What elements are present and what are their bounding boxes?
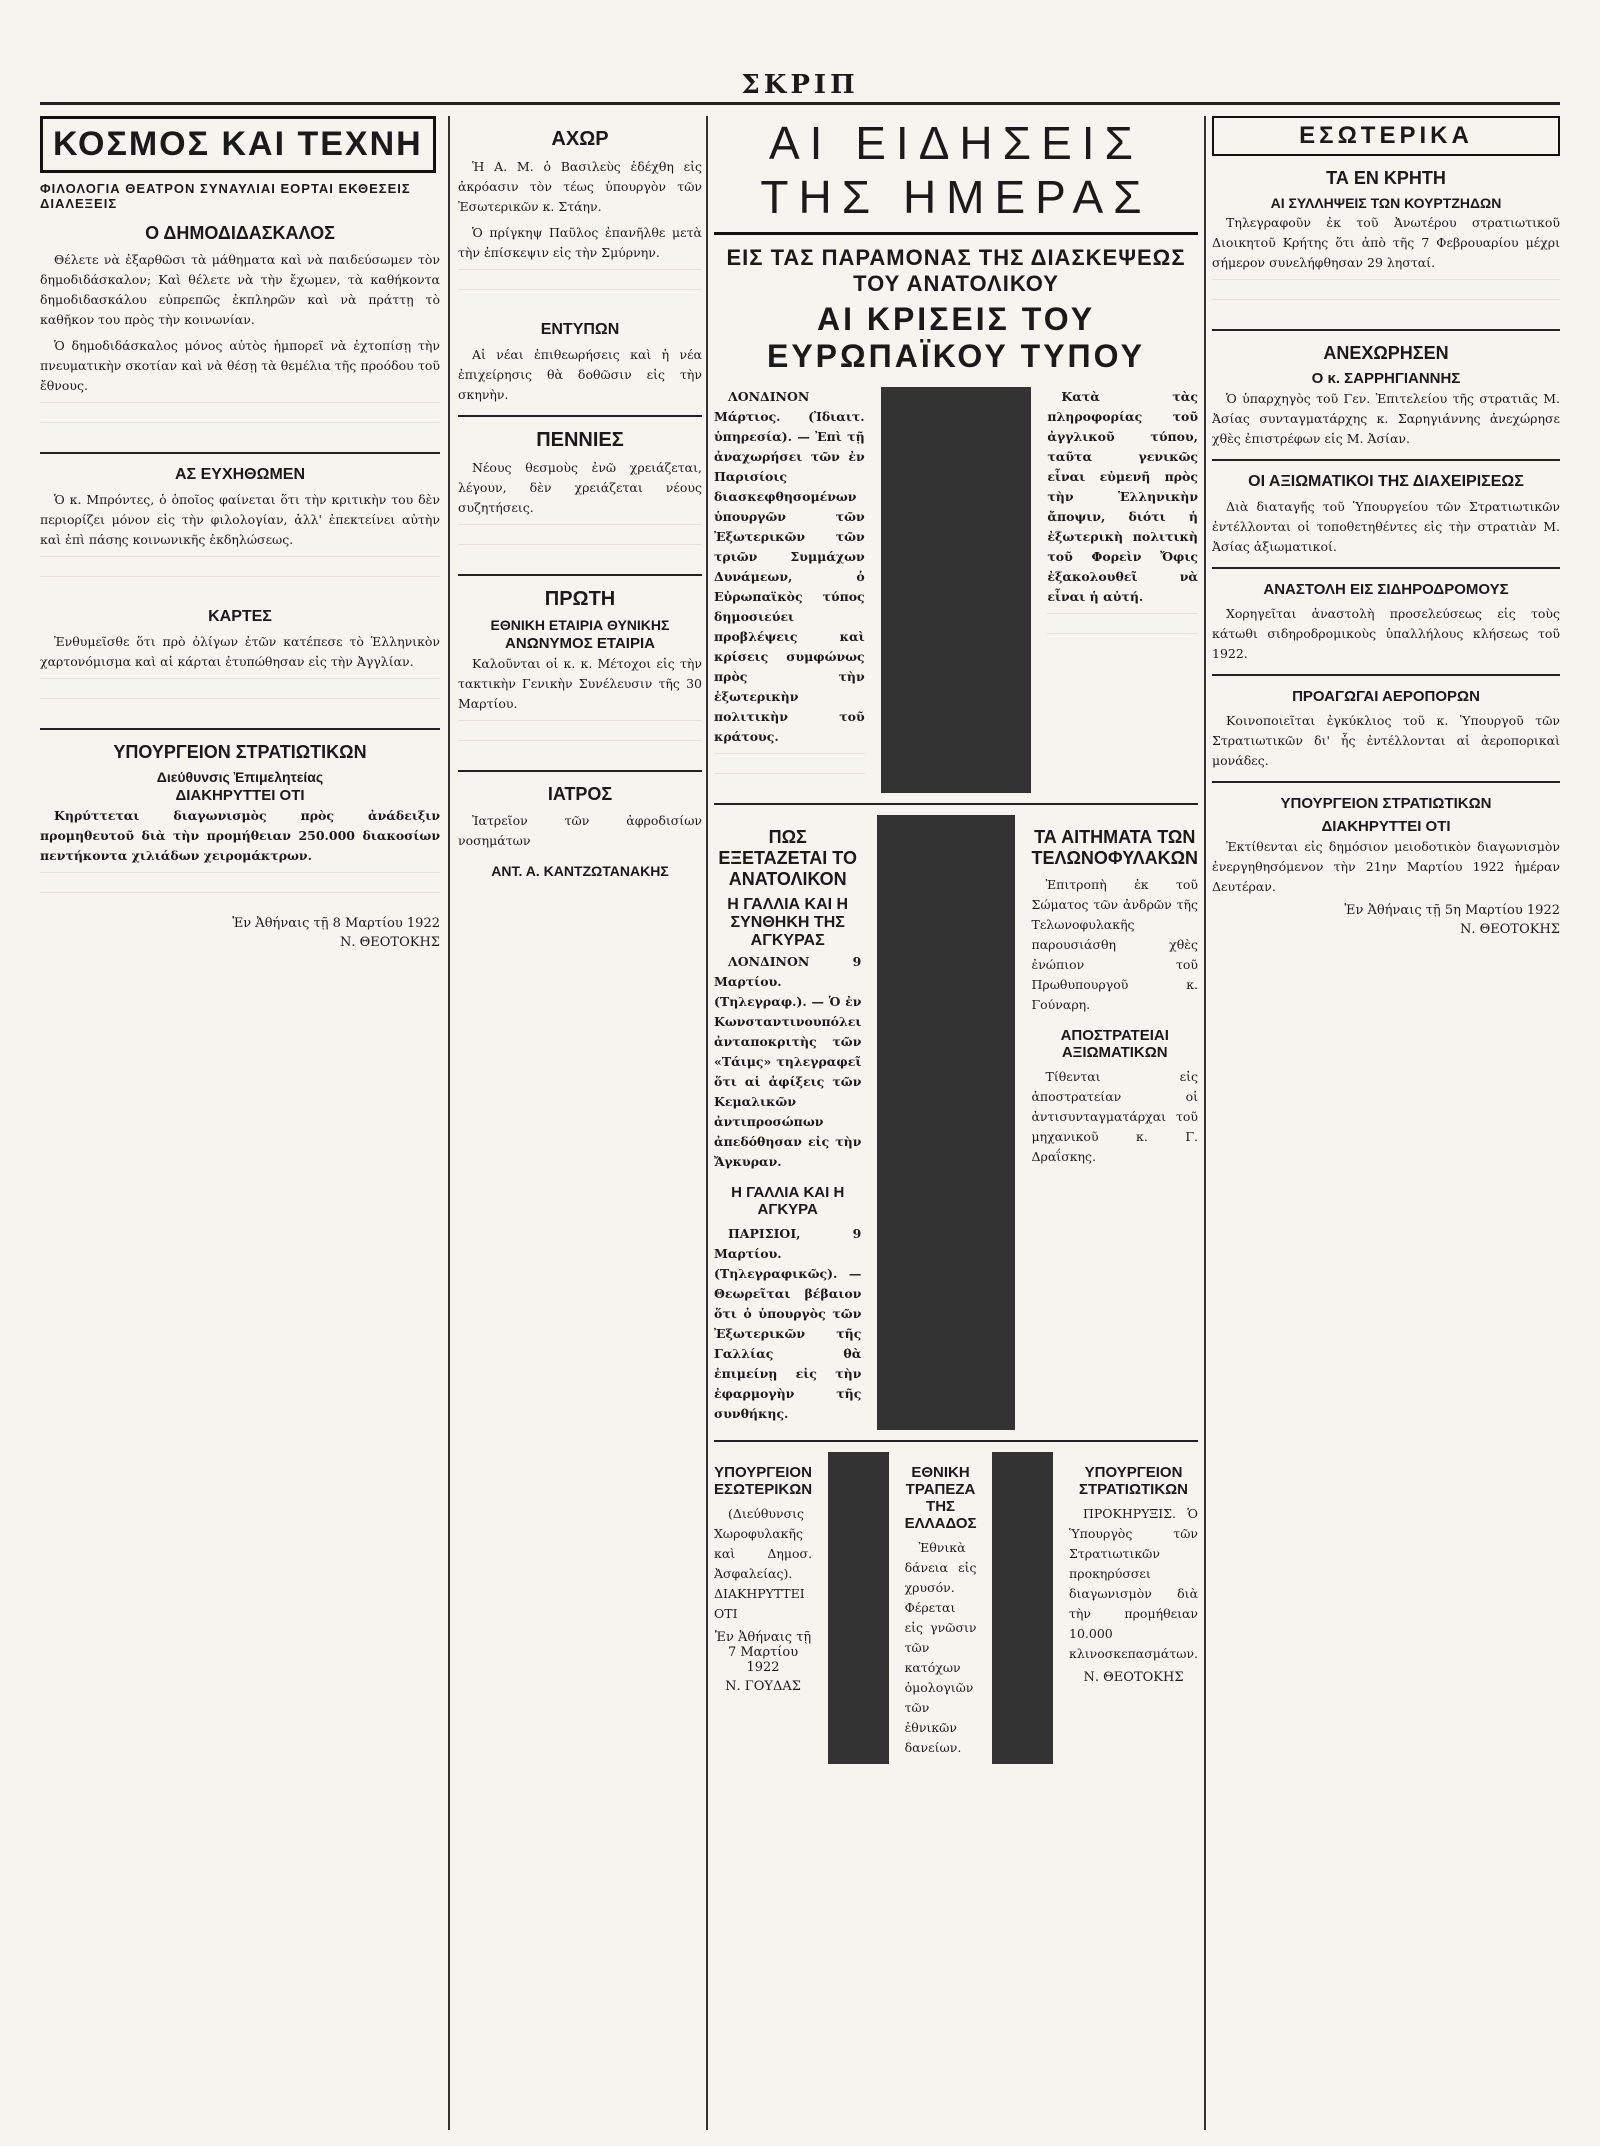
article-title: ΠΕΝΝΙΕΣ (536, 429, 624, 451)
article-text: ΠΑΡΙΣΙΟΙ, 9 Μαρτίου. (Τηλεγραφικῶς). — Θεωρεῖται βέβαιον ὅτι ὁ ὑπουργὸς τῶν Ἐξωτερικῶν τῆς Γαλλίας θὰ ἐπιμείνῃ εἰς τὴν ἐφαρμογὴν τῆς συνθήκης. (714, 1226, 862, 1421)
page-title: ΑΙ ΕΙΔΗΣΕΙΣ ΤΗΣ ΗΜΕΡΑΣ (714, 116, 1198, 235)
notice-title: ΠΡΩΤΗ (544, 588, 616, 610)
ad-text: Ἐθνικὰ δάνεια εἰς χρυσόν. Φέρεται εἰς γνῶσιν τῶν κατόχων ὁμολογιῶν τῶν ἐθνικῶν δανείων. (904, 1540, 977, 1755)
article-title: ΤΑ ΑΙΤΗΜΑΤΑ ΤΩΝ ΤΕΛΩΝΟΦΥΛΑΚΩΝ (1031, 827, 1198, 868)
article-text: Κοινοποιεῖται ἐγκύκλιος τοῦ κ. Ὑπουργοῦ τῶν Στρατιωτικῶν δι' ἧς ἐντέλλονται αἱ ἀεροπορικαὶ μονάδες. (1212, 713, 1560, 768)
ad-text: Κηρύττεται διαγωνισμὸς πρὸς ἀνάδειξιν προμηθευτοῦ διὰ τὴν προμήθειαν 250.000 διακοσίων πεντήκοντα χιλιάδων χειρομάκτρων. (40, 808, 440, 863)
article-text: Ὁ δημοδιδάσκαλος μόνος αὐτὸς ἡμπορεῖ νὰ ἐχτοπίσῃ τὴν πνευματικὴν σκοτίαν καὶ νὰ θέσῃ τὰ θεμέλια τῆς προόδου τοῦ ἔθνους. (40, 338, 440, 393)
article-subtitle: Ο κ. ΣΑΡΡΗΓΙΑΝΝΗΣ (1311, 370, 1461, 387)
ad-title: ΥΠΟΥΡΓΕΙΟΝ ΣΤΡΑΤΙΩΤΙΚΩΝ (1280, 795, 1492, 812)
ad-title: ΥΠΟΥΡΓΕΙΟΝ ΣΤΡΑΤΙΩΤΙΚΩΝ (113, 742, 367, 762)
article-text: Κατὰ τὰς πληροφορίας τοῦ ἀγγλικοῦ τύπου, ταῦτα γενικῶς εἶναι εὐμενῆ πρὸς τὴν Ἑλληνικὴν ἄποψιν, διότι ἡ ἐξωτερικὴ πολιτικὴ τοῦ Φορεὶν Ὄφις ἐξακολουθεῖ νὰ εἶναι ἡ αὐτή. (1047, 389, 1198, 604)
article-text: Νέους θεσμοὺς ἐνῶ χρειάζεται, λέγουν, δὲν χρειάζεται νέους συζητήσεις. (458, 460, 702, 515)
column-kosmos (40, 116, 440, 2130)
column-brief (458, 116, 702, 2130)
masthead: ΣΚΡΙΠ (40, 70, 1560, 105)
article-text: Τίθενται εἰς ἀποστρατείαν οἱ ἀντισυνταγματάρχαι τοῦ μηχανικοῦ κ. Γ. Δραΐσκης. (1031, 1069, 1198, 1164)
article-subtitle: Η ΓΑΛΛΙΑ ΚΑΙ Η ΣΥΝΘΗΚΗ ΤΗΣ ΑΓΚΥΡΑΣ (727, 896, 849, 949)
article-title: ΤΑ ΕΝ ΚΡΗΤΗ (1326, 168, 1446, 188)
article-text: Χορηγεῖται ἀναστολὴ προσελεύσεως εἰς τοὺς κάτωθι σιδηροδρομικοὺς ὑπαλλήλους κλήσεως τοῦ 1922. (1212, 606, 1560, 661)
ad-date: Ἐν Ἀθήναις τῇ 8 Μαρτίου 1922 (232, 916, 440, 931)
ad-date: Ἐν Ἀθήναις τῇ 5η Μαρτίου 1922 (1344, 903, 1560, 918)
article-text: Θέλετε νὰ ἐξαρθῶσι τὰ μάθηματα καὶ νὰ παιδεύσωμεν τὸν δημοδιδάσκαλον; Καὶ θέλετε νὰ τὴν ἔχωμεν, τὰ καθήκοντα δημοδιδασκάλου εὐπρεπῶς ἐκπληρῶν καὶ νὰ πράττῃ τὸ καθῆκον του πρὸς τὴν κοινωνίαν. (40, 252, 440, 327)
ad-heading: ΔΙΑΚΗΡΥΤΤΕΙ ΟΤΙ (175, 787, 305, 804)
ad-signature: Ν. ΘΕΟΤΟΚΗΣ (339, 935, 440, 950)
article-title: ΑΝΕΧΩΡΗΣΕΝ (1323, 343, 1449, 363)
ad-text: Ἐκτίθενται εἰς δημόσιον μειοδοτικὸν διαγωνισμὸν ἐνεργηθησόμενον τὴν 21ην Μαρτίου 1922 ἡμέραν Δευτέραν. (1212, 839, 1560, 894)
headline-band: ΕΙΣ ΤΑΣ ΠΑΡΑΜΟΝΑΣ ΤΗΣ ΔΙΑΣΚΕΨΕΩΣ ΤΟΥ ΑΝΑΤΟΛΙΚΟΥ (726, 245, 1186, 296)
section-title-kosmos: ΚΟΣΜΟΣ ΚΑΙ ΤΕΧΝΗ (40, 116, 436, 173)
article-text: Τηλεγραφοῦν ἐκ τοῦ Ἀνωτέρου στρατιωτικοῦ Διοικητοῦ Κρήτης ὅτι ἀπὸ τῆς 7 Φεβρουαρίου μέχρι σήμερον συνελήφθησαν 29 λησταί. (1212, 215, 1560, 270)
article-title: ΚΑΡΤΕΣ (208, 608, 272, 625)
article-title: ΠΩΣ ΕΞΕΤΑΖΕΤΑΙ ΤΟ ΑΝΑΤΟΛΙΚΟΝ (718, 827, 857, 889)
column-esoterika (1212, 116, 1560, 2130)
article-title: ΕΝΤΥΠΩΝ (540, 321, 620, 338)
article-text: Ἡ Α. Μ. ὁ Βασιλεὺς ἐδέχθη εἰς ἀκρόασιν τὸν τέως ὑπουργὸν τῶν Ἐσωτερικῶν κ. Στάην. (458, 159, 702, 214)
article-title: ΑΣ ΕΥΧΗΘΩΜΕΝ (175, 466, 305, 483)
article-text: Ἐπιτροπὴ ἐκ τοῦ Σώματος τῶν ἀνδρῶν τῆς Τελωνοφυλακῆς παρουσιάσθη χθὲς ἐνώπιον τοῦ Πρωθυπουργοῦ κ. Γούναρη. (1031, 877, 1198, 1012)
notice-heading: ΕΘΝΙΚΗ ΕΤΑΙΡΙΑ ΘΥΝΙΚΗΣ (490, 617, 670, 633)
ad-signature: Ν. ΓΟΥΔΑΣ (725, 1679, 801, 1694)
article-title: ΠΡΟΑΓΩΓΑΙ ΑΕΡΟΠΟΡΩΝ (1292, 688, 1480, 705)
ad-text: Ἰατρεῖον τῶν ἀφροδισίων νοσημάτων (458, 813, 702, 848)
ad-text: (Διεύθυνσις Χωροφυλακῆς καὶ Δημοσ. Ἀσφαλείας). ΔΙΑΚΗΡΥΤΤΕΙ ΟΤΙ (714, 1506, 813, 1621)
headline-main: ΑΙ ΚΡΙΣΕΙΣ ΤΟΥ ΕΥΡΩΠΑΪΚΟΥ ΤΥΠΟΥ (766, 301, 1145, 374)
article-subtitle: ΑΙ ΣΥΛΛΗΨΕΙΣ ΤΩΝ ΚΟΥΡΤΖΗΔΩΝ (1270, 195, 1502, 211)
article-text: Ἐνθυμεῖσθε ὅτι πρὸ ὀλίγων ἐτῶν κατέπεσε τὸ Ἑλληνικὸν χαρτονόμισμα καὶ αἱ κάρται ἐτυπώθησαν εἰς τὴν Ἀγγλίαν. (40, 634, 440, 669)
ad-signature: Ν. ΘΕΟΤΟΚΗΣ (1083, 1670, 1184, 1685)
ad-signature: Ν. ΘΕΟΤΟΚΗΣ (1459, 922, 1560, 937)
article-text: Ὁ ὑπαρχηγὸς τοῦ Γεν. Ἐπιτελείου τῆς στρατιᾶς Μ. Ἀσίας συνταγματάρχης κ. Σαρηγιάννης ἀνεχώρησε χθὲς ἐπιστρέφων εἰς Μ. Ἀσίαν. (1212, 391, 1560, 446)
ad-title: ΙΑΤΡΟΣ (547, 784, 613, 804)
notice-text: Καλοῦνται οἱ κ. κ. Μέτοχοι εἰς τὴν τακτικὴν Γενικὴν Συνέλευσιν τῆς 30 Μαρτίου. (458, 656, 702, 711)
ad-title: ΕΘΝΙΚΗ ΤΡΑΠΕΖΑ ΤΗΣ ΕΛΛΑΔΟΣ (904, 1464, 977, 1532)
article-subtitle: Η ΓΑΛΛΙΑ ΚΑΙ Η ΑΓΚΥΡΑ (731, 1184, 845, 1218)
article-text: ΛΟΝΔΙΝΟΝ Μάρτιος. (Ἰδιαιτ. ὑπηρεσία). — Ἐπὶ τῇ ἀναχωρήσει τῶν ἐν Παρισίοις διασκεφθησομένων ὑπουργῶν τῶν Ἐξωτερικῶν τῶν τριῶν Συμμάχων Δυνάμεων, ὁ Εὐρωπαϊκὸς τύπος δημοσιεύει προβλέψεις καὶ κρίσεις συμφώνως πρὸς τὴν ἐξωτερικὴν πολιτικὴν τοῦ κράτους. (714, 389, 865, 744)
article-text: ΛΟΝΔΙΝΟΝ 9 Μαρτίου. (Τηλεγραφ.). — Ὁ ἐν Κωνσταντινουπόλει ἀνταποκριτὴς τῶν «Τάιμς» τηλεγραφεῖ ὅτι αἱ ἀφίξεις τῶν Κεμαλικῶν ἀντιπροσώπων ἀπεδόθησαν εἰς τὴν Ἄγκυραν. (714, 954, 862, 1169)
article-text: Διὰ διαταγῆς τοῦ Ὑπουργείου τῶν Στρατιωτικῶν ἐντέλλονται οἱ τοποθετηθέντες εἰς τὴν στρατιὰν Μ. Ἀσίας ἀξιωματικοί. (1212, 499, 1560, 554)
article-text: Ὁ πρίγκηψ Παῦλος ἐπανῆλθε μετὰ τὴν ἐπίσκεψιν εἰς τὴν Σμύρνην. (458, 225, 702, 260)
section-title-esoterika: ΕΣΩΤΕΡΙΚΑ (1212, 116, 1560, 156)
article-title: ΑΝΑΣΤΟΛΗ ΕΙΣ ΣΙΔΗΡΟΔΡΟΜΟΥΣ (1263, 581, 1509, 598)
article-title: ΟΙ ΑΞΙΩΜΑΤΙΚΟΙ ΤΗΣ ΔΙΑΧΕΙΡΙΣΕΩΣ (1248, 473, 1524, 490)
article-text: Ὁ κ. Μπρόντες, ὁ ὁποῖος φαίνεται ὅτι τὴν κριτικὴν του δὲν περιορίζει μόνον εἰς τὴν φιλολογίαν, ἀλλ' ἐπεκτείνει αὐτὴν καὶ ἐπὶ πάσης κοινωνικῆς ἐκδηλώσεως. (40, 492, 440, 547)
column-news (714, 116, 1198, 2130)
article-title: ΑΠΟΣΤΡΑΤΕΙΑΙ ΑΞΙΩΜΑΤΙΚΩΝ (1060, 1027, 1169, 1061)
ad-text: ΠΡΟΚΗΡΥΞΙΣ. Ὁ Ὑπουργὸς τῶν Στρατιωτικῶν προκηρύσσει διαγωνισμὸν διὰ τὴν προμήθειαν 10.000 κλινοσκεπασμάτων. (1069, 1506, 1198, 1661)
article-title: Ο ΔΗΜΟΔΙΔΑΣΚΑΛΟΣ (145, 223, 335, 243)
ad-heading: ΔΙΑΚΗΡΥΤΤΕΙ ΟΤΙ (1321, 818, 1451, 835)
ad-subtitle: Διεύθυνσις Ἐπιμελητείας (156, 769, 324, 785)
ad-title: ΥΠΟΥΡΓΕΙΟΝ ΣΤΡΑΤΙΩΤΙΚΩΝ (1078, 1464, 1189, 1498)
article-title: ΑΧΩΡ (551, 128, 609, 150)
ad-name: ΑΝΤ. Α. ΚΑΝΤΖΩΤΑΝΑΚΗΣ (491, 863, 669, 879)
article-text: Αἱ νέαι ἐπιθεωρήσεις καὶ ἡ νέα ἐπιχείρησις θὰ δοθῶσιν εἰς τὴν σκηνὴν. (458, 347, 702, 402)
notice-heading: ΑΝΩΝΥΜΟΣ ΕΤΑΙΡΙΑ (505, 635, 655, 652)
ad-date: Ἐν Ἀθήναις τῇ 7 Μαρτίου 1922 (714, 1630, 812, 1675)
ad-title: ΥΠΟΥΡΓΕΙΟΝ ΕΣΩΤΕΡΙΚΩΝ (714, 1464, 813, 1498)
section-tagline: ΦΙΛΟΛΟΓΙΑ ΘΕΑΤΡΟΝ ΣΥΝΑΥΛΙΑΙ ΕΟΡΤΑΙ ΕΚΘΕΣΕΙΣ ΔΙΑΛΕΞΕΙΣ (40, 181, 411, 211)
